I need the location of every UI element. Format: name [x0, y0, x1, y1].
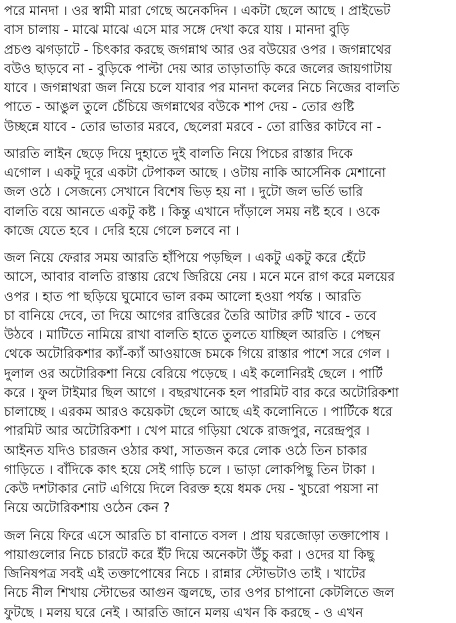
text-line: করে । ফুল টাইমার ছিল আগে । বছরখানেক হল পারমিট বার করে অটোরিকশা — [4, 385, 399, 401]
paragraph-3 — [4, 249, 454, 519]
text-line: জল ওঠে । সেজন্যে সেখানে বিশেষ ভিড় হয় না । দুটো জল ভর্তি ভারি — [4, 185, 363, 201]
paragraph-2 — [4, 145, 454, 241]
paragraph-spacer — [4, 519, 454, 527]
text-line: থেকে অটোরিকশার ক্যাঁ-ক্যাঁ আওয়াজে চমকে গিয়ে রাস্তার পাশে সরে গেল । — [4, 347, 390, 363]
text-line: আইনত যদিও চারজন ওঠার কথা, সাতজন করে লোক ওঠে তিন চাকার — [4, 443, 368, 459]
text-line: বালতি বয়ে আনতে একটু কষ্ট । কিন্তু এখানে দাঁড়ালে সময় নষ্ট হবে । ওকে — [4, 204, 380, 220]
text-line: পায়াগুলোর নিচে চারটে করে ইঁট দিয়ে অনেকটা উঁচু করা । ওদের যা কিছু — [4, 547, 375, 563]
text-line: পরে মানদা । ওর স্বামী মারা গেছে অনেকদিন । একটা ছেলে আছে । প্রাইভেট — [4, 4, 391, 19]
text-line: চালাচ্ছে । এরকম আরও কয়েকটা ছেলে আছে এই কলোনিতে । পার্টিকে ধরে — [4, 405, 393, 420]
text-line: জল নিয়ে ফেরার সময় আরতি হাঁপিয়ে পড়ছিল । একটু একটু করে হেঁটে — [4, 251, 366, 266]
document-page — [4, 2, 454, 621]
text-line: বউও ছাড়বে না - বুড়িকে পাল্টা দেয় আর তাড়াতাড়ি করে জলের জায়গাটায় — [4, 61, 392, 77]
text-line: আরতি লাইন ছেড়ে দিয়ে দুহাতে দুই বালতি নিয়ে পিচের রাস্তার দিকে — [4, 146, 353, 162]
paragraph-spacer — [4, 241, 454, 249]
text-line: পাতে - আঙুল তুলে চেঁচিয়ে জগন্নাথের বউকে শাপ দেয় - তোর গুষ্টি — [4, 100, 355, 116]
text-line: ওপর । হাত পা ছড়িয়ে ঘুমোবে ভাল রকম আলো হওয়া পর্যন্ত । আরতি — [4, 289, 362, 305]
paragraph-spacer — [4, 137, 454, 145]
text-line: পারমিট আর অটোরিকশা । খেপ মারে গড়িয়া থেকে রাজপুর, নরেন্দ্রপুর । — [4, 424, 370, 440]
text-line: চা বানিয়ে দেবে, তা দিয়ে আগের রাত্তিরের তৈরি আটার রুটি খাবে - তবে — [4, 308, 377, 324]
text-line: প্রচণ্ড ঝগড়াটে - চিৎকার করছে জগন্নাথ আর ওর বউয়ের ওপর । জগন্নাথের — [4, 42, 392, 58]
paragraph-4 — [4, 527, 454, 623]
text-line: নিয়ে অটোরিকশায় ওঠেন কেন ? — [4, 501, 170, 517]
text-line: আসে, আবার বালতি রাস্তায় রেখে জিরিয়ে নেয় । মনে মনে রাগ করে মলয়ের — [4, 270, 395, 286]
paragraph-1 — [4, 2, 454, 137]
text-line: যাবে । জগন্নাথরা জল নিয়ে চলে যাবার পর মানদা কলের নিচে নিজের বালতি — [4, 81, 400, 96]
text-line: এগোল । একটু দূরে একটা টেপাকল আছে । ওটায় নাকি আর্সেনিক মেশানো — [4, 166, 386, 181]
text-line: কেউ দশটাকার নোট এগিয়ে দিলে বিরক্ত হয়ে ধমক দেয় - খুচরো পয়সা না — [4, 482, 379, 497]
text-line: নিচে নীল শিখায় স্টোভের আগুন জ্বলছে, তার ওপর চাপানো কেটলিতে জল — [4, 586, 395, 602]
text-line: বাস চালায় - মাঝে মাঝে এসে মার সঙ্গে দেখা করে যায় । মানদা বুড়ি — [4, 23, 350, 39]
text-line: জিনিষপত্র সবই এই তক্তাপোষের নিচে । রান্নার স্টোভটাও তাই । খাটের — [4, 567, 366, 582]
text-line: জল নিয়ে ফিরে এসে আরতি চা বানাতে বসল । প্রায় ঘরজোড়া তক্তাপোষ । — [4, 528, 389, 544]
text-line: ফুটছে । মলয় ঘরে নেই । আরতি জানে মলয় এখন কি করছে - ও এখন — [4, 605, 364, 621]
text-line: কাজে যেতে হবে । দেরি হয়ে গেলে চলবে না । — [4, 223, 240, 239]
text-line: উচ্ছন্নে যাবে - তোর ভাতার মরবে, ছেলেরা মরবে - তো রাত্তির কাটবে না - — [4, 119, 382, 135]
text-line: উঠবে । মাটিতে নামিয়ে রাখা বালতি হাতে তুলতে যাচ্ছিল আরতি । পেছন — [4, 328, 381, 343]
text-line: দুলাল ওর অটোরিকশা নিয়ে বেরিয়ে পড়েছে । এই কলোনিরই ছেলে । পার্টি — [4, 366, 383, 382]
text-line: গাড়িতে । বাঁদিকে কাৎ হয়ে সেই গাড়ি চলে । ভাড়া লোকপিছু তিন টাকা । — [4, 462, 375, 478]
